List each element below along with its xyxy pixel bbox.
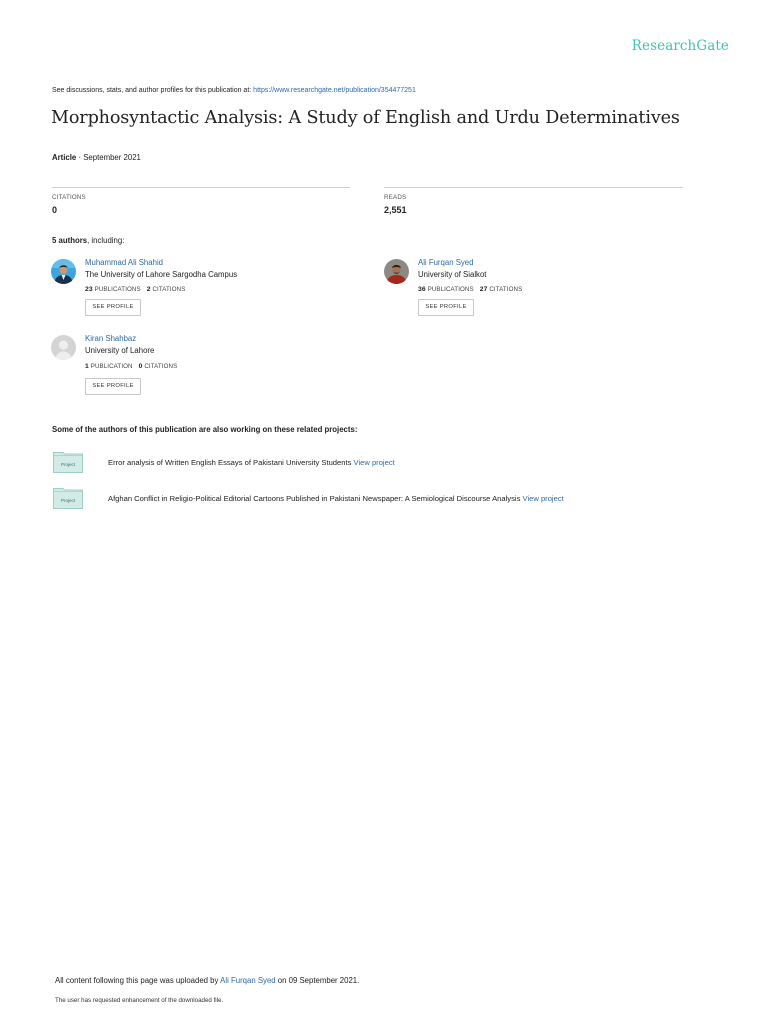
author-name-link[interactable]: Ali Furqan Syed (418, 258, 474, 267)
project-folder-icon (53, 451, 83, 473)
authors-suffix: , including: (87, 236, 125, 245)
author-stats (85, 363, 177, 370)
researchgate-logo[interactable]: ResearchGate (631, 38, 729, 54)
publications-label: PUBLICATION (90, 363, 133, 370)
project-folder-icon (53, 487, 83, 509)
view-project-link[interactable]: View project (353, 458, 395, 467)
author-affiliation: University of Lahore (85, 346, 155, 355)
upload-suffix: on 09 September 2021. (275, 976, 360, 985)
citations-divider (52, 187, 350, 188)
uploader-link[interactable]: Ali Furqan Syed (220, 976, 276, 985)
avatar-placeholder-icon[interactable] (51, 335, 76, 360)
avatar[interactable] (51, 259, 76, 284)
discussion-prefix: See discussions, stats, and author profiles for this publication at: (52, 87, 254, 94)
author-stats (85, 286, 185, 293)
publications-count: 1 (85, 363, 89, 370)
see-profile-button[interactable]: SEE PROFILE (85, 299, 141, 316)
citations-value: 0 (52, 205, 58, 215)
reads-divider (384, 187, 683, 188)
publications-count: 36 (418, 286, 426, 293)
citations-label: CITATIONS (52, 194, 86, 201)
author-affiliation: University of Sialkot (418, 270, 487, 279)
article-meta (52, 153, 141, 162)
avatar[interactable] (384, 259, 409, 284)
citations-label: CITATIONS (489, 286, 523, 293)
author-name-link[interactable]: Kiran Shahbaz (85, 334, 137, 343)
enhancement-note: The user has requested enhancement of the downloaded file. (55, 997, 224, 1004)
project-description (108, 458, 395, 467)
authors-count: 5 authors (52, 236, 88, 245)
see-profile-button[interactable]: SEE PROFILE (418, 299, 474, 316)
citations-count: 2 (146, 286, 151, 293)
author-affiliation: The University of Lahore Sargodha Campus (85, 270, 238, 279)
project-title: Error analysis of Written English Essays of Pakistani University Students (108, 458, 352, 467)
publications-label: PUBLICATIONS (94, 286, 141, 293)
reads-label: READS (384, 194, 407, 201)
related-projects-heading: Some of the authors of this publication are also working on these related projects: (52, 425, 358, 434)
project-description (108, 494, 564, 503)
author-name-link[interactable]: Muhammad Ali Shahid (85, 258, 164, 267)
citations-count: 27 (479, 286, 488, 293)
project-icon-label: Project (60, 462, 76, 467)
publication-url-link[interactable]: https://www.researchgate.net/publication/354477251 (253, 87, 416, 94)
publications-count: 23 (85, 286, 93, 293)
reads-value: 2,551 (384, 205, 407, 215)
article-title: Morphosyntactic Analysis: A Study of English and Urdu Determinatives (51, 108, 680, 128)
project-title: Afghan Conflict in Religio-Political Editorial Cartoons Published in Pakistani Newspaper: A Semiological Discourse Analysis (108, 494, 521, 503)
authors-heading (52, 236, 124, 245)
discussion-line (52, 87, 416, 94)
author-stats (418, 286, 522, 293)
citations-label: CITATIONS (144, 363, 178, 370)
upload-notice (55, 976, 359, 985)
view-project-link[interactable]: View project (522, 494, 564, 503)
citations-label: CITATIONS (152, 286, 186, 293)
publications-label: PUBLICATIONS (427, 286, 474, 293)
article-type: Article (52, 153, 77, 162)
see-profile-button[interactable]: SEE PROFILE (85, 378, 141, 395)
meta-separator: · (76, 153, 84, 162)
upload-prefix: All content following this page was uploaded by (55, 976, 221, 985)
project-icon-label: Project (60, 498, 76, 503)
article-date: September 2021 (83, 153, 141, 162)
citations-count: 0 (138, 363, 143, 370)
